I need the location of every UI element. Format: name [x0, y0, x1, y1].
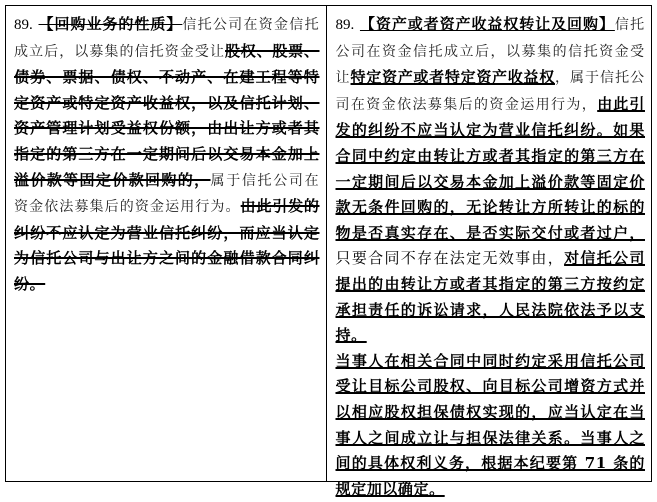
deleted-text: 由此引发的纠纷不应认定为营业信托纠纷，而应当认定为信托公司与出让方之间的金融借款合同纠纷。 [14, 197, 320, 293]
inserted-text: 特定资产或者特定资产收益权 [350, 68, 555, 87]
original-text-column [6, 6, 327, 481]
inserted-paragraph: 当事人在相关合同中同时约定采用信托公司受让目标公司股权、向目标公司增资方式并以相应股权担保债权实现的，应当认定在当事人之间成立让与担保法律关系。当事人之间的具体权利义务，根据本纪要第 71 条的规定加以确定。 [335, 351, 645, 498]
article-number: 89. [335, 17, 355, 33]
deleted-heading: 【回购业务的性质】 [38, 15, 183, 33]
comparison-table [5, 5, 652, 498]
revised-text-column [327, 6, 652, 498]
inserted-text: 对信托公司提出的由转让方或者其指定的第三方按约定承担责任的诉讼请求，人民法院依法予以支持。 [335, 249, 645, 345]
deleted-text: 股权、股票、债券、票据、债权、不动产、在建工程等特定资产或特定资产收益权，以及信托计划、资产管理计划受益权份额，由出让方或者其指定的第三方在一定期间后以交易本金加上溢价款等固定价款回购的， [14, 41, 320, 189]
inserted-text: 由此引发的纠纷不应当认定为营业信托纠纷。如果合同中约定由转让方或者其指定的第三方在一定期间后以交易本金加上溢价款等固定价款无条件回购的，无论转让方所转让的标的物是否真实存在、是否实际交付或者过户， [335, 94, 645, 242]
inserted-heading: 【资产或者资产收益权转让及回购】 [359, 15, 615, 33]
retained-text: 信托公司在资金信托成立后，以募集的信托资金受让 [335, 17, 645, 87]
retained-text: ，属于信托公司在资金依法募集后的资金运用行为， [335, 70, 645, 113]
retained-text: 信托公司在资金信托成立后，以募集的信托资金受让 [14, 17, 320, 60]
article-number: 89. [14, 17, 33, 33]
retained-text: 只要合同不存在法定无效事由， [335, 249, 565, 268]
retained-text: 属于信托公司在资金依法募集后的资金运用行为。 [14, 172, 320, 216]
